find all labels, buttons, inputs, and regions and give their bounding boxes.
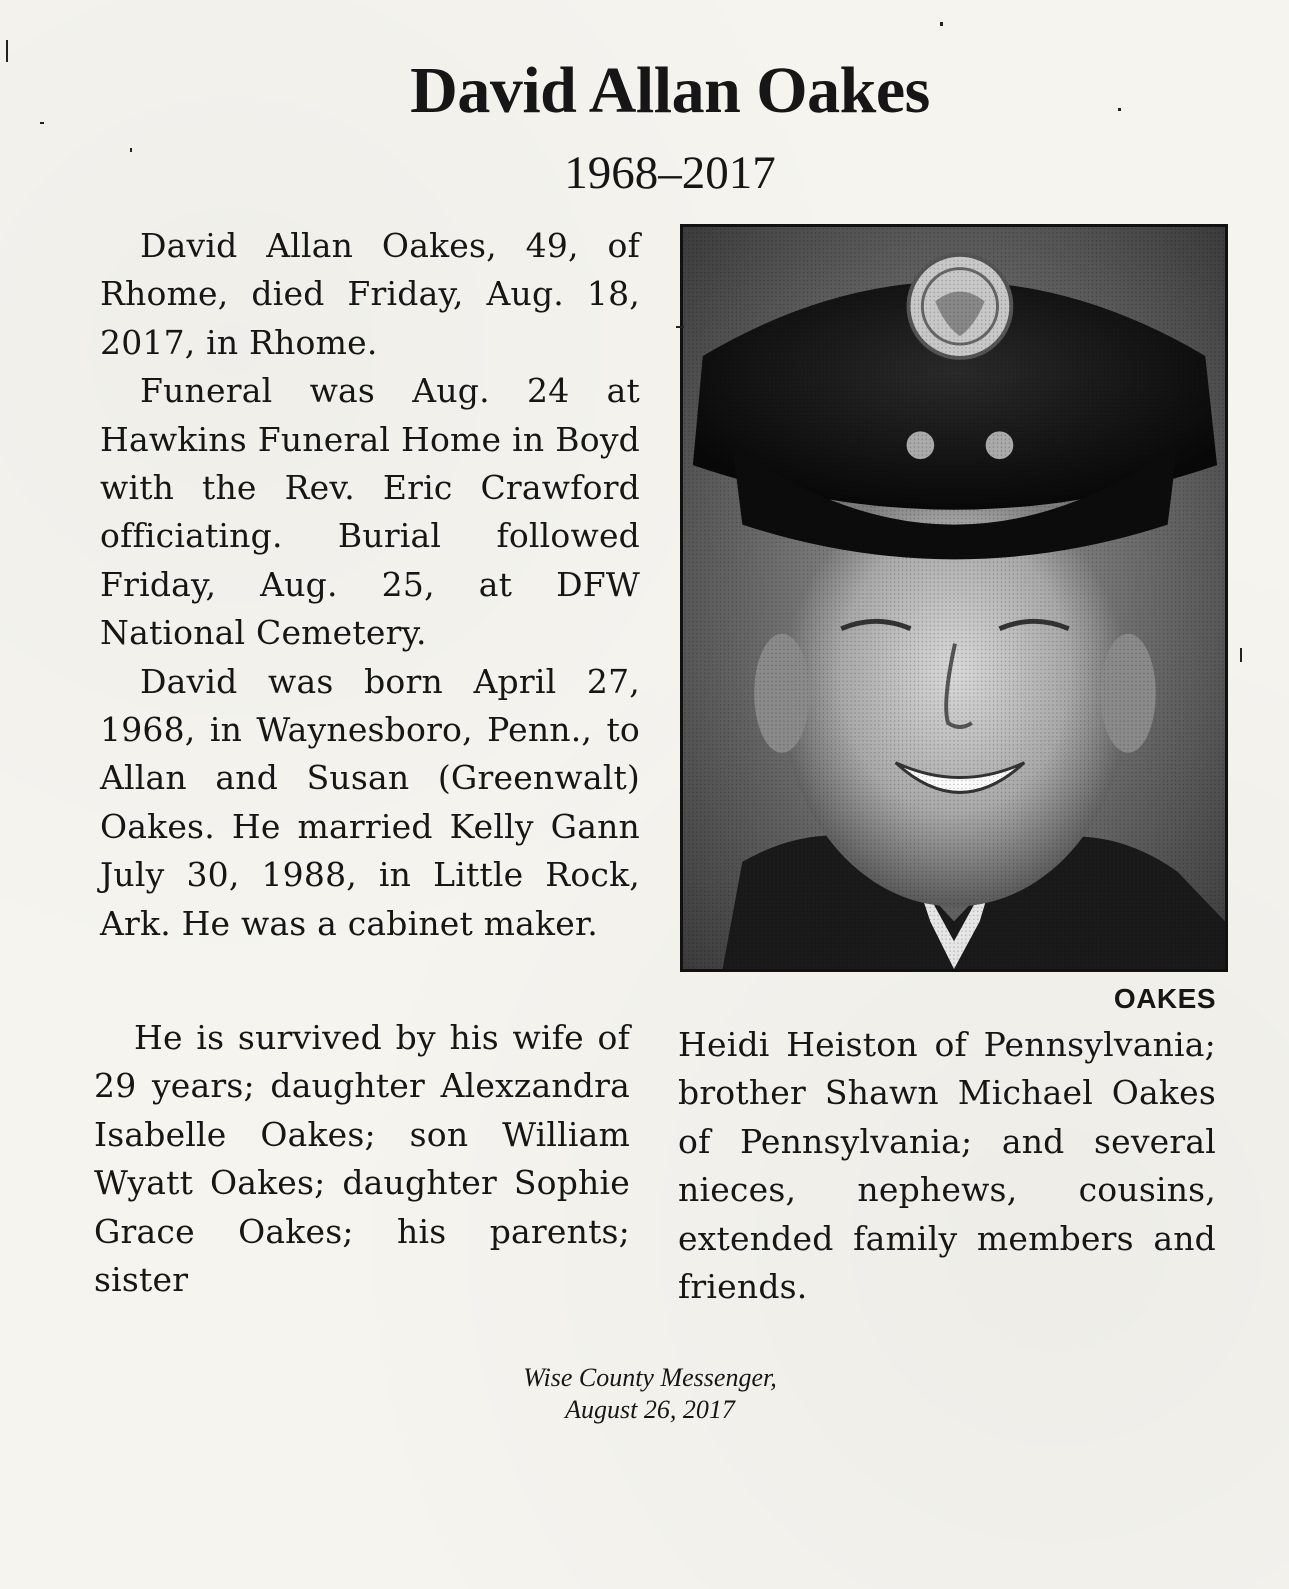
scan-mark (940, 22, 943, 26)
scan-mark (1118, 108, 1121, 111)
paragraph-survivors: He is survived by his wife of 29 years; daughter Alexzandra Isabelle Oakes; son William Wyatt Oakes; daughter Sophie Grace Oakes; his parents; sister (94, 1018, 630, 1300)
scan-mark (1240, 648, 1242, 662)
scan-mark (676, 326, 684, 328)
obituary-column-right-bottom (678, 1021, 1216, 1311)
obituary-column-left-bottom (94, 1014, 630, 1304)
scan-mark (40, 122, 44, 124)
obituary-years: 1968–2017 (564, 147, 776, 199)
publication-name: Wise County Messenger, (523, 1363, 777, 1392)
publication-credit (400, 1362, 900, 1426)
portrait-image (683, 227, 1225, 969)
scan-mark (6, 40, 8, 62)
obituary-column-left-top (100, 222, 640, 948)
paragraph-death-notice: David Allan Oakes, 49, of Rhome, died Friday, Aug. 18, 2017, in Rhome. (100, 226, 640, 362)
photo-caption: OAKES (1113, 983, 1216, 1014)
portrait-photo (680, 224, 1228, 972)
paragraph-biography: David was born April 27, 1968, in Waynesboro, Penn., to Allan and Susan (Greenwalt) Oakes. He married Kelly Gann July 30, 1988, in Little Rock, Ark. He was a cabinet maker. (100, 661, 640, 943)
paragraph-funeral: Funeral was Aug. 24 at Hawkins Funeral Home in Boyd with the Rev. Eric Crawford officiating. Burial followed Friday, Aug. 25, at DFW National Cemetery. (100, 371, 640, 653)
paragraph-survivors-continued: Heidi Heiston of Pennsylvania; brother Shawn Michael Oakes of Pennsylvania; and several nieces, nephews, cousins, extended family members and friends. (678, 1025, 1216, 1307)
obituary-title: David Allan Oakes (410, 54, 930, 127)
publication-date: August 26, 2017 (565, 1395, 735, 1424)
scan-mark (130, 148, 132, 152)
